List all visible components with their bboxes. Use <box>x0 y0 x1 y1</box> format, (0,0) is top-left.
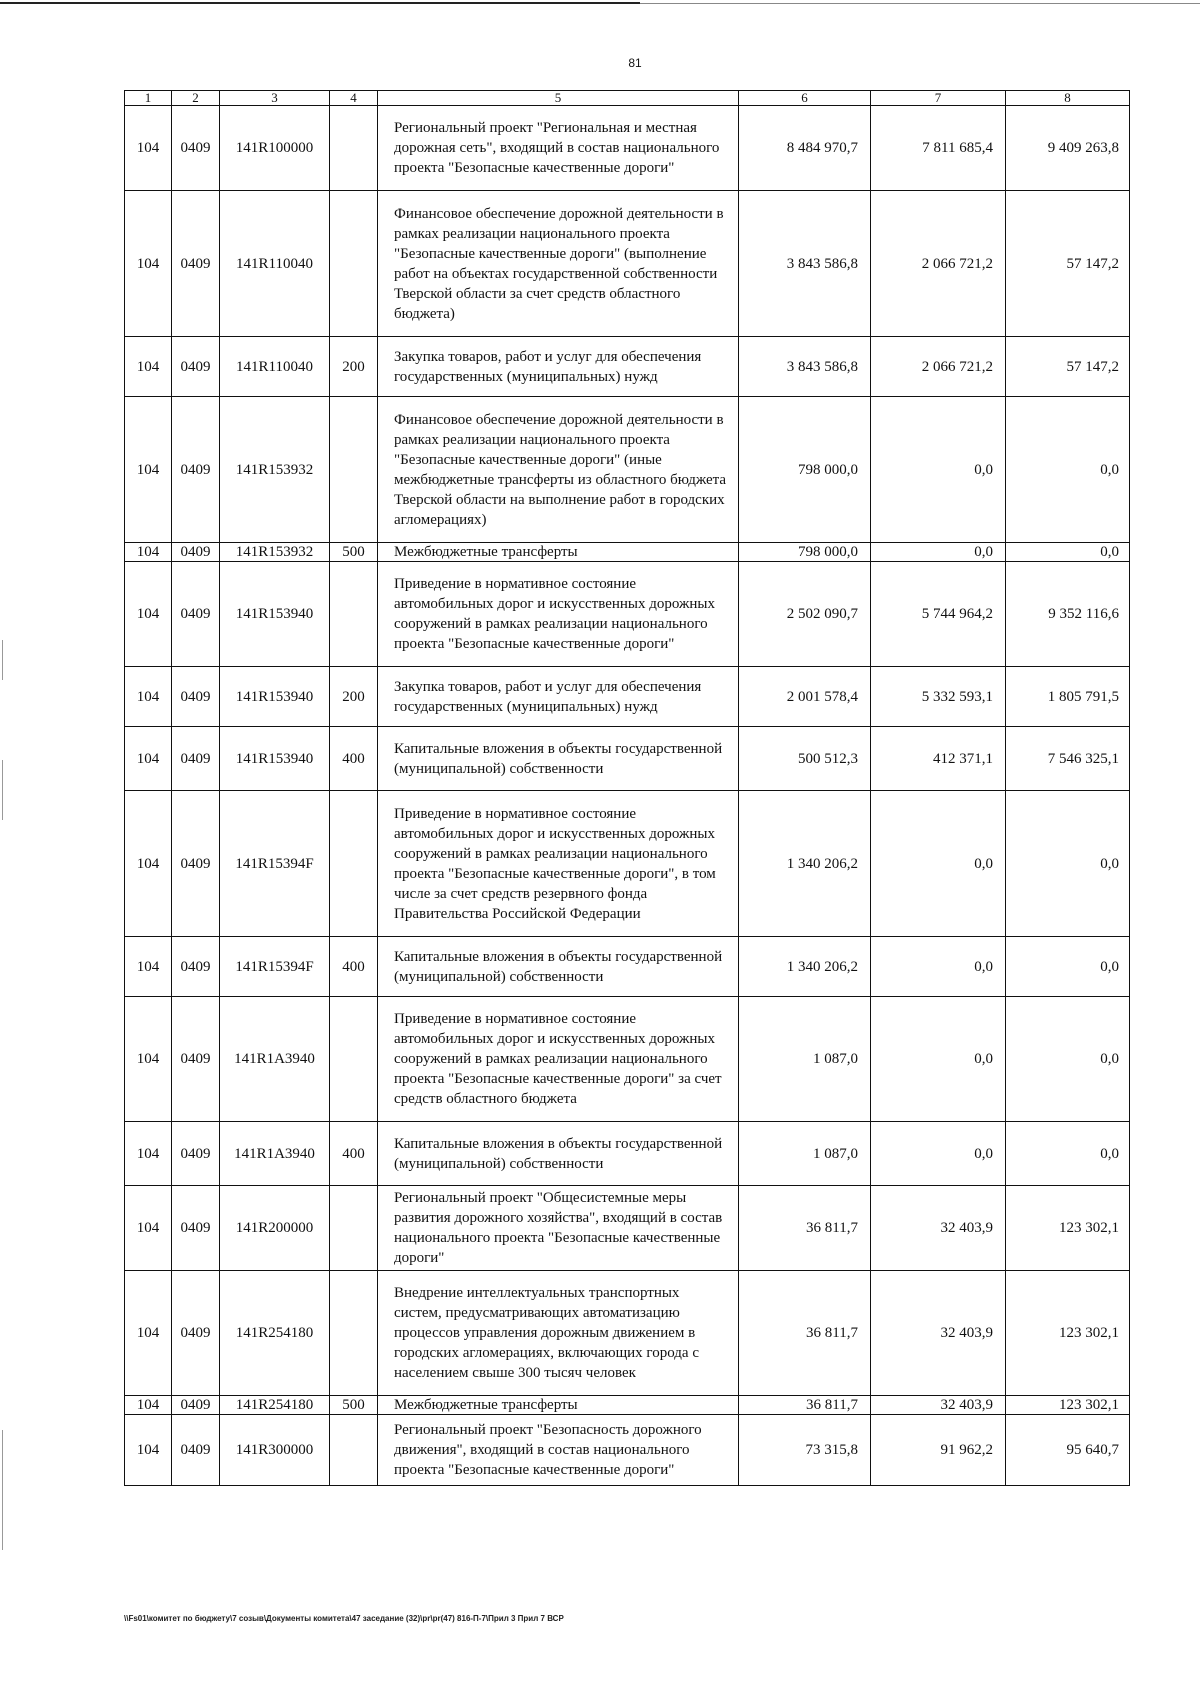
cell-amount-col6: 1 340 206,2 <box>739 791 871 937</box>
cell-description: Региональный проект "Региональная и местная дорожная сеть", входящий в состав национального проекта "Безопасные качественные дороги" <box>378 106 739 191</box>
cell-description: Финансовое обеспечение дорожной деятельности в рамках реализации национального проекта "Безопасные качественные дороги" (выполнение работ на объектах государственной собственности Тверской области за счет средств областного бюджета) <box>378 191 739 337</box>
cell-section-code: 0409 <box>172 191 220 337</box>
cell-admin-code: 104 <box>125 106 172 191</box>
cell-target-article: 141R1A3940 <box>220 997 330 1122</box>
scan-edge-mark <box>2 760 3 820</box>
cell-description: Межбюджетные трансферты <box>378 1396 739 1415</box>
cell-description: Закупка товаров, работ и услуг для обеспечения государственных (муниципальных) нужд <box>378 337 739 397</box>
cell-amount-col8: 0,0 <box>1006 543 1130 562</box>
table-row <box>125 337 1130 397</box>
cell-description: Внедрение интеллектуальных транспортных систем, предусматривающих автоматизацию процессов управления дорожным движением в городских агломерациях, включающих города с населением свыше 300 тысяч человек <box>378 1271 739 1396</box>
cell-expense-type: 500 <box>330 1396 378 1415</box>
cell-target-article: 141R15394F <box>220 937 330 997</box>
column-header: 2 <box>172 91 220 106</box>
cell-amount-col6: 2 001 578,4 <box>739 667 871 727</box>
cell-amount-col6: 36 811,7 <box>739 1396 871 1415</box>
cell-section-code: 0409 <box>172 337 220 397</box>
cell-amount-col7: 0,0 <box>871 937 1006 997</box>
cell-target-article: 141R153932 <box>220 543 330 562</box>
column-header: 8 <box>1006 91 1130 106</box>
table-row <box>125 1415 1130 1486</box>
cell-target-article: 141R110040 <box>220 191 330 337</box>
budget-table <box>124 90 1130 1486</box>
cell-expense-type <box>330 997 378 1122</box>
cell-target-article: 141R254180 <box>220 1271 330 1396</box>
cell-target-article: 141R153940 <box>220 562 330 667</box>
column-header: 7 <box>871 91 1006 106</box>
cell-amount-col8: 0,0 <box>1006 937 1130 997</box>
cell-amount-col6: 2 502 090,7 <box>739 562 871 667</box>
cell-amount-col6: 798 000,0 <box>739 397 871 543</box>
cell-amount-col6: 36 811,7 <box>739 1186 871 1271</box>
cell-target-article: 141R153932 <box>220 397 330 543</box>
table-row <box>125 1271 1130 1396</box>
cell-amount-col6: 73 315,8 <box>739 1415 871 1486</box>
cell-amount-col7: 7 811 685,4 <box>871 106 1006 191</box>
cell-description: Капитальные вложения в объекты государственной (муниципальной) собственности <box>378 937 739 997</box>
table-row <box>125 191 1130 337</box>
cell-expense-type: 500 <box>330 543 378 562</box>
cell-amount-col7: 2 066 721,2 <box>871 191 1006 337</box>
cell-admin-code: 104 <box>125 543 172 562</box>
cell-amount-col6: 1 340 206,2 <box>739 937 871 997</box>
cell-admin-code: 104 <box>125 397 172 543</box>
cell-admin-code: 104 <box>125 727 172 791</box>
cell-section-code: 0409 <box>172 937 220 997</box>
cell-amount-col8: 57 147,2 <box>1006 191 1130 337</box>
cell-amount-col8: 0,0 <box>1006 997 1130 1122</box>
cell-amount-col7: 0,0 <box>871 397 1006 543</box>
cell-admin-code: 104 <box>125 1396 172 1415</box>
cell-section-code: 0409 <box>172 397 220 543</box>
cell-amount-col7: 91 962,2 <box>871 1415 1006 1486</box>
table-row <box>125 997 1130 1122</box>
cell-admin-code: 104 <box>125 191 172 337</box>
cell-description: Капитальные вложения в объекты государственной (муниципальной) собственности <box>378 1122 739 1186</box>
column-header: 4 <box>330 91 378 106</box>
cell-target-article: 141R254180 <box>220 1396 330 1415</box>
table-row <box>125 1396 1130 1415</box>
cell-amount-col6: 8 484 970,7 <box>739 106 871 191</box>
cell-description: Приведение в нормативное состояние автомобильных дорог и искусственных дорожных сооружений в рамках реализации национального проекта "Безопасные качественные дороги" <box>378 562 739 667</box>
table-row <box>125 1186 1130 1271</box>
cell-admin-code: 104 <box>125 1271 172 1396</box>
cell-admin-code: 104 <box>125 562 172 667</box>
cell-section-code: 0409 <box>172 1396 220 1415</box>
cell-expense-type: 200 <box>330 667 378 727</box>
cell-amount-col7: 32 403,9 <box>871 1396 1006 1415</box>
cell-amount-col7: 0,0 <box>871 543 1006 562</box>
cell-admin-code: 104 <box>125 791 172 937</box>
cell-description: Приведение в нормативное состояние автомобильных дорог и искусственных дорожных сооружений в рамках реализации национального проекта "Безопасные качественные дороги", в том числе за счет средств резервного фонда Правительства Российской Федерации <box>378 791 739 937</box>
cell-section-code: 0409 <box>172 1415 220 1486</box>
cell-amount-col6: 1 087,0 <box>739 1122 871 1186</box>
cell-target-article: 141R1A3940 <box>220 1122 330 1186</box>
cell-description: Межбюджетные трансферты <box>378 543 739 562</box>
cell-target-article: 141R300000 <box>220 1415 330 1486</box>
cell-section-code: 0409 <box>172 667 220 727</box>
scan-border-top <box>0 2 640 4</box>
cell-target-article: 141R15394F <box>220 791 330 937</box>
cell-target-article: 141R153940 <box>220 667 330 727</box>
cell-description: Приведение в нормативное состояние автомобильных дорог и искусственных дорожных сооружений в рамках реализации национального проекта "Безопасные качественные дороги" за счет средств областного бюджета <box>378 997 739 1122</box>
cell-amount-col7: 0,0 <box>871 1122 1006 1186</box>
cell-expense-type <box>330 1271 378 1396</box>
cell-expense-type: 400 <box>330 1122 378 1186</box>
table-row <box>125 543 1130 562</box>
table-row <box>125 937 1130 997</box>
cell-expense-type <box>330 1186 378 1271</box>
cell-section-code: 0409 <box>172 727 220 791</box>
cell-amount-col7: 0,0 <box>871 791 1006 937</box>
scan-edge-mark <box>2 1430 3 1550</box>
cell-section-code: 0409 <box>172 543 220 562</box>
cell-amount-col6: 500 512,3 <box>739 727 871 791</box>
cell-section-code: 0409 <box>172 1271 220 1396</box>
cell-amount-col7: 32 403,9 <box>871 1271 1006 1396</box>
cell-expense-type <box>330 397 378 543</box>
cell-amount-col7: 412 371,1 <box>871 727 1006 791</box>
column-header: 5 <box>378 91 739 106</box>
cell-amount-col8: 123 302,1 <box>1006 1186 1130 1271</box>
cell-amount-col8: 0,0 <box>1006 791 1130 937</box>
cell-admin-code: 104 <box>125 997 172 1122</box>
cell-expense-type <box>330 106 378 191</box>
cell-section-code: 0409 <box>172 1122 220 1186</box>
column-header: 1 <box>125 91 172 106</box>
cell-amount-col8: 9 409 263,8 <box>1006 106 1130 191</box>
cell-amount-col6: 798 000,0 <box>739 543 871 562</box>
cell-amount-col8: 1 805 791,5 <box>1006 667 1130 727</box>
cell-admin-code: 104 <box>125 1415 172 1486</box>
cell-amount-col6: 3 843 586,8 <box>739 337 871 397</box>
table-row <box>125 791 1130 937</box>
cell-amount-col6: 1 087,0 <box>739 997 871 1122</box>
table-row <box>125 106 1130 191</box>
cell-admin-code: 104 <box>125 1122 172 1186</box>
cell-target-article: 141R200000 <box>220 1186 330 1271</box>
column-header: 6 <box>739 91 871 106</box>
cell-target-article: 141R110040 <box>220 337 330 397</box>
cell-admin-code: 104 <box>125 337 172 397</box>
cell-description: Капитальные вложения в объекты государственной (муниципальной) собственности <box>378 727 739 791</box>
cell-section-code: 0409 <box>172 1186 220 1271</box>
cell-description: Региональный проект "Безопасность дорожного движения", входящий в состав национального проекта "Безопасные качественные дороги" <box>378 1415 739 1486</box>
cell-amount-col8: 9 352 116,6 <box>1006 562 1130 667</box>
cell-amount-col7: 0,0 <box>871 997 1006 1122</box>
table-row <box>125 727 1130 791</box>
table-body <box>125 106 1130 1486</box>
file-path-footer: \\Fs01\комитет по бюджету\7 созыв\Документы комитета\47 заседание (32)\pr\pr(47) 816-П-7\Прил 3 Прил 7 ВСР <box>124 1614 564 1623</box>
table-row <box>125 667 1130 727</box>
cell-amount-col8: 123 302,1 <box>1006 1271 1130 1396</box>
cell-expense-type <box>330 791 378 937</box>
cell-admin-code: 104 <box>125 1186 172 1271</box>
cell-description: Закупка товаров, работ и услуг для обеспечения государственных (муниципальных) нужд <box>378 667 739 727</box>
cell-section-code: 0409 <box>172 106 220 191</box>
cell-amount-col6: 36 811,7 <box>739 1271 871 1396</box>
cell-section-code: 0409 <box>172 562 220 667</box>
cell-amount-col7: 32 403,9 <box>871 1186 1006 1271</box>
cell-target-article: 141R153940 <box>220 727 330 791</box>
cell-amount-col7: 5 332 593,1 <box>871 667 1006 727</box>
cell-target-article: 141R100000 <box>220 106 330 191</box>
table-row <box>125 562 1130 667</box>
cell-section-code: 0409 <box>172 791 220 937</box>
cell-amount-col8: 57 147,2 <box>1006 337 1130 397</box>
cell-description: Финансовое обеспечение дорожной деятельности в рамках реализации национального проекта "Безопасные качественные дороги" (иные межбюджетные трансферты из областного бюджета Тверской области на выполнение работ в городских агломерациях) <box>378 397 739 543</box>
cell-section-code: 0409 <box>172 997 220 1122</box>
table-row <box>125 1122 1130 1186</box>
cell-expense-type <box>330 1415 378 1486</box>
scan-border-top-faint <box>640 3 1200 4</box>
cell-amount-col8: 123 302,1 <box>1006 1396 1130 1415</box>
scan-edge-mark <box>2 640 3 680</box>
cell-expense-type: 400 <box>330 937 378 997</box>
cell-amount-col7: 5 744 964,2 <box>871 562 1006 667</box>
column-header: 3 <box>220 91 330 106</box>
column-number-row <box>125 91 1130 106</box>
cell-expense-type: 200 <box>330 337 378 397</box>
cell-amount-col6: 3 843 586,8 <box>739 191 871 337</box>
cell-amount-col8: 0,0 <box>1006 1122 1130 1186</box>
table-row <box>125 397 1130 543</box>
cell-amount-col8: 0,0 <box>1006 397 1130 543</box>
cell-amount-col8: 95 640,7 <box>1006 1415 1130 1486</box>
cell-expense-type: 400 <box>330 727 378 791</box>
cell-admin-code: 104 <box>125 667 172 727</box>
cell-expense-type <box>330 562 378 667</box>
cell-amount-col7: 2 066 721,2 <box>871 337 1006 397</box>
cell-description: Региональный проект "Общесистемные меры развития дорожного хозяйства", входящий в состав национального проекта "Безопасные качественные дороги" <box>378 1186 739 1271</box>
cell-amount-col8: 7 546 325,1 <box>1006 727 1130 791</box>
page-number: 81 <box>628 56 642 70</box>
cell-expense-type <box>330 191 378 337</box>
cell-admin-code: 104 <box>125 937 172 997</box>
